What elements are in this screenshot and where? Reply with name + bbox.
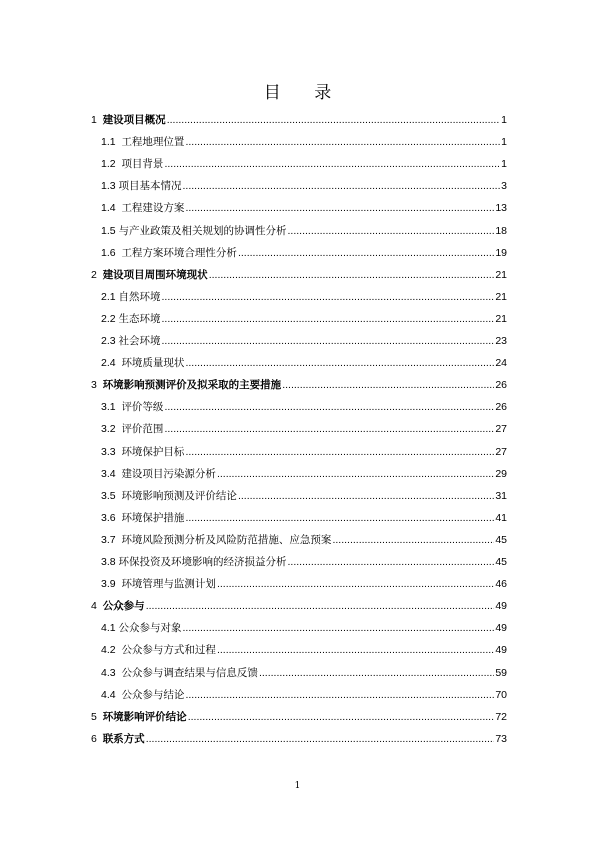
toc-entry-title: 项目基本情况 — [118, 180, 182, 193]
toc-entry-number: 3.8 — [101, 556, 119, 568]
toc-leader-dots — [167, 111, 500, 129]
toc-leader-dots — [185, 509, 494, 527]
toc-entry-number: 3.4 — [101, 467, 122, 480]
toc-entry-title: 环境保护措施 — [121, 511, 185, 524]
toc-entry-title: 环境质量现状 — [121, 357, 185, 370]
toc-entry-page: 29 — [495, 467, 507, 480]
toc-leader-dots — [209, 266, 495, 284]
toc-entry-page: 41 — [495, 511, 507, 524]
toc-entry-page: 1 — [501, 158, 507, 171]
toc-entry-page: 70 — [495, 688, 507, 701]
toc-entry[interactable] — [91, 376, 507, 394]
toc-entry-title: 生态环境 — [118, 312, 161, 325]
toc-entry-title: 与产业政策及相关规划的协调性分析 — [118, 224, 287, 237]
toc-entry-page: 27 — [495, 423, 507, 436]
toc-leader-dots — [185, 686, 494, 704]
toc-entry-title: 工程建设方案 — [121, 202, 185, 215]
toc-entry-page: 21 — [495, 268, 507, 281]
toc-entry[interactable] — [101, 509, 507, 527]
toc-entry-page: 26 — [495, 379, 507, 392]
toc-entry-page: 1 — [501, 114, 507, 126]
toc-entry-number: 2.3 — [101, 335, 119, 347]
toc-entry-title: 建设项目周围环境现状 — [102, 268, 208, 281]
toc-entry[interactable] — [101, 398, 507, 416]
toc-entry[interactable] — [101, 155, 507, 173]
toc-entry-page: 1 — [501, 136, 507, 149]
toc-entry-title: 公众参与 — [102, 600, 145, 613]
toc-entry-number: 1 — [91, 114, 103, 126]
toc-entry-title: 工程地理位置 — [121, 136, 185, 149]
toc-leader-dots — [162, 288, 495, 306]
toc-entry-page: 19 — [495, 246, 507, 259]
toc-entry-title: 环保投资及环境影响的经济损益分析 — [118, 556, 287, 568]
toc-entry-page: 49 — [495, 644, 507, 657]
toc-entry-title: 环境影响评价结论 — [102, 710, 187, 723]
toc-entry-number: 1.3 — [101, 180, 119, 193]
toc-entry-title: 环境影响预测评价及拟采取的主要措施 — [102, 379, 282, 392]
toc-leader-dots — [217, 465, 494, 483]
toc-entry[interactable] — [91, 266, 507, 284]
toc-leader-dots — [282, 376, 494, 394]
toc-entry-page: 27 — [495, 445, 507, 458]
toc-leader-dots — [288, 222, 495, 240]
toc-entry[interactable] — [91, 597, 507, 615]
toc-entry[interactable] — [101, 244, 507, 262]
toc-entry[interactable] — [101, 443, 507, 461]
toc-entry-title: 评价等级 — [121, 401, 164, 414]
toc-entry-number: 6 — [91, 732, 103, 745]
page-title: 目 录 — [263, 83, 346, 103]
toc-entry[interactable] — [101, 641, 507, 659]
toc-entry-page: 49 — [495, 600, 507, 613]
toc-leader-dots — [238, 487, 494, 505]
toc-leader-dots — [146, 597, 495, 615]
toc-entry[interactable] — [101, 487, 507, 505]
toc-entry-number: 2 — [91, 268, 103, 281]
toc-entry-page: 49 — [495, 622, 507, 635]
toc-entry-title: 联系方式 — [102, 732, 145, 745]
toc-leader-dots — [217, 575, 494, 593]
toc-entry-number: 1.2 — [101, 158, 122, 171]
toc-entry-number: 4.1 — [101, 622, 119, 635]
toc-leader-dots — [259, 664, 494, 682]
toc-entry-title: 建设项目污染源分析 — [121, 467, 216, 480]
toc-leader-dots — [146, 730, 495, 748]
toc-leader-dots — [188, 708, 495, 726]
toc-entry-page: 3 — [501, 180, 507, 193]
toc-entry-number: 4.2 — [101, 644, 122, 657]
toc-leader-dots — [185, 133, 500, 151]
toc-entry-number: 3.5 — [101, 489, 122, 502]
toc-leader-dots — [332, 531, 494, 549]
toc-entry[interactable] — [101, 288, 507, 306]
toc-entry[interactable] — [91, 111, 507, 129]
toc-entry-page: 18 — [495, 224, 507, 237]
toc-entry-title: 环境风险预测分析及风险防范措施、应急预案 — [121, 533, 332, 546]
toc-entry-number: 5 — [91, 710, 103, 723]
toc-entry-number: 4.3 — [101, 666, 122, 679]
toc-leader-dots — [185, 199, 494, 217]
toc-leader-dots — [162, 332, 495, 350]
toc-entry-title: 环境影响预测及评价结论 — [121, 489, 237, 502]
toc-leader-dots — [238, 244, 494, 262]
toc-entry[interactable] — [101, 465, 507, 483]
toc-entry-number: 3.6 — [101, 511, 122, 524]
toc-entry[interactable] — [91, 708, 507, 726]
toc-leader-dots — [164, 420, 494, 438]
toc-entry[interactable] — [101, 664, 507, 682]
toc-entry-page: 13 — [495, 202, 507, 215]
toc-entry-page: 26 — [495, 401, 507, 414]
toc-entry-number: 1.1 — [101, 136, 122, 149]
toc-entry[interactable] — [101, 310, 507, 328]
toc-entry-title: 自然环境 — [118, 290, 161, 303]
toc-entry[interactable] — [101, 332, 507, 350]
toc-entry[interactable] — [101, 686, 507, 704]
toc-entry[interactable] — [101, 133, 507, 151]
toc-entry-title: 公众参与调查结果与信息反馈 — [121, 666, 258, 679]
toc-entry-title: 环境保护目标 — [121, 445, 185, 458]
toc-entry-title: 建设项目概况 — [102, 114, 166, 126]
toc-entry-page: 73 — [495, 732, 507, 745]
toc-entry[interactable] — [101, 354, 507, 372]
toc-entry[interactable] — [101, 531, 507, 549]
toc-entry-page: 59 — [495, 666, 507, 679]
toc-entry-title: 项目背景 — [121, 158, 164, 171]
toc-entry[interactable] — [101, 177, 507, 195]
toc-entry-page: 31 — [495, 489, 507, 502]
toc-entry-number: 2.2 — [101, 312, 119, 325]
toc-leader-dots — [185, 354, 494, 372]
toc-entry-number: 3.2 — [101, 423, 122, 436]
toc-leader-dots — [162, 310, 495, 328]
toc-entry-title: 社会环境 — [118, 335, 161, 347]
toc-entry[interactable] — [101, 222, 507, 240]
toc-entry-title: 公众参与结论 — [121, 688, 185, 701]
toc-entry-number: 3.9 — [101, 578, 122, 591]
toc-entry-number: 4 — [91, 600, 103, 613]
toc-entry-number: 1.6 — [101, 246, 122, 259]
toc-entry[interactable] — [101, 553, 507, 571]
toc-entry-number: 4.4 — [101, 688, 122, 701]
toc-entry-title: 工程方案环境合理性分析 — [121, 246, 237, 259]
toc-entry-title: 评价范围 — [121, 423, 164, 436]
toc-entry[interactable] — [101, 575, 507, 593]
toc-leader-dots — [164, 398, 494, 416]
toc-entry-page: 24 — [495, 357, 507, 370]
toc-entry-page: 46 — [495, 578, 507, 591]
toc-entry-title: 公众参与对象 — [118, 622, 182, 635]
toc-entry[interactable] — [101, 619, 507, 637]
toc-entry-page: 45 — [495, 556, 507, 568]
toc-entry-page: 23 — [495, 335, 507, 347]
toc-leader-dots — [183, 177, 501, 195]
toc-entry-title: 环境管理与监测计划 — [121, 578, 216, 591]
toc-entry-number: 1.4 — [101, 202, 122, 215]
toc-entry-number: 3.3 — [101, 445, 122, 458]
toc-entry-page: 45 — [495, 533, 507, 546]
toc-entry-number: 1.5 — [101, 224, 119, 237]
toc-leader-dots — [164, 155, 500, 173]
toc-entry[interactable] — [101, 199, 507, 217]
toc-entry-number: 2.4 — [101, 357, 122, 370]
toc-entry-title: 公众参与方式和过程 — [121, 644, 216, 657]
toc-leader-dots — [217, 641, 494, 659]
toc-leader-dots — [185, 443, 494, 461]
toc-entry-number: 3.1 — [101, 401, 122, 414]
toc-entry-page: 21 — [495, 312, 507, 325]
toc-entry[interactable] — [91, 730, 507, 748]
page-number: 1 — [294, 781, 301, 791]
toc-entry-page: 21 — [495, 290, 507, 303]
toc-leader-dots — [288, 553, 495, 571]
toc-entry-number: 3.7 — [101, 533, 122, 546]
toc-leader-dots — [183, 619, 495, 637]
toc-entry-number: 2.1 — [101, 290, 119, 303]
toc-entry-page: 72 — [495, 710, 507, 723]
toc-entry-number: 3 — [91, 379, 103, 392]
toc-entry[interactable] — [101, 420, 507, 438]
